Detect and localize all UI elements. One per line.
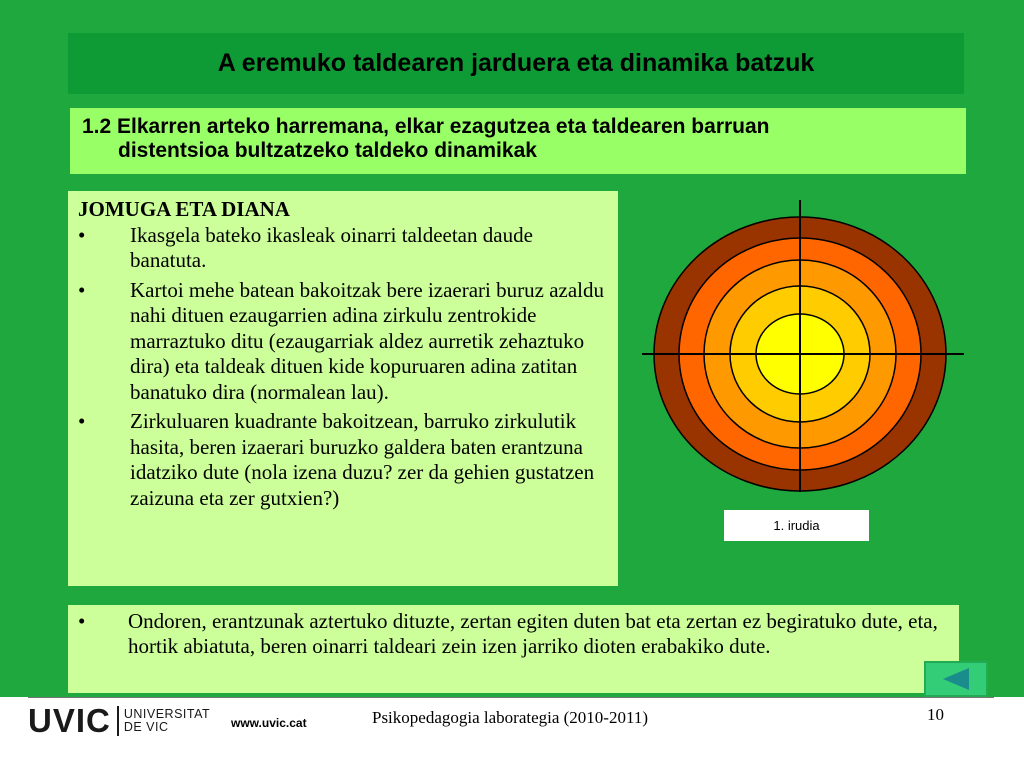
logo-mark: UVIC: [28, 702, 111, 739]
figure-caption-text: 1. irudia: [773, 518, 820, 533]
conclusion-box: [68, 605, 959, 693]
bullet-dot: •: [78, 222, 86, 247]
target-diagram: [640, 198, 966, 494]
bullet-item: [78, 278, 608, 406]
footer-divider: [28, 697, 994, 698]
slide-title: [68, 33, 964, 94]
bullet-item: [78, 223, 608, 274]
figure-caption: [724, 510, 869, 541]
bullet-item: [78, 409, 608, 511]
activity-heading: JOMUGA ETA DIANA: [78, 197, 290, 221]
triangle-left-icon: [941, 667, 971, 691]
bullet-item: [78, 609, 949, 659]
activity-description: [68, 191, 618, 586]
logo-wordmark: [124, 708, 210, 734]
uvic-logo: [28, 702, 211, 739]
logo-line-2: DE VIC: [123, 720, 169, 734]
subtitle-line-1: 1.2 Elkarren arteko harremana, elkar ezagutzea eta taldearen barruan: [82, 115, 770, 138]
back-button[interactable]: [924, 661, 988, 697]
bullet-text: Kartoi mehe batean bakoitzak bere izaerari buruz azaldu nahi dituen ezaugarrien adina zirkulu zentrokide marraztuko ditu (ezaugarriak aldez aurretik zehaztuko dira) eta taldeak dituen kide kopuruaren adina zatitan banatuko dira (normalean lau).: [130, 277, 604, 404]
page-number: 10: [927, 705, 944, 724]
subtitle-line-2: distentsioa bultzatzeko taldeko dinamikak: [118, 139, 537, 162]
footer-course-title: Psikopedagogia laborategia (2010-2011): [371, 708, 649, 727]
section-subtitle: [70, 108, 966, 174]
bullet-text: Ondoren, erantzunak aztertuko dituzte, zertan egiten duten bat eta zertan ez begiratuko dute, eta, hortik abiatuta, beren oinarri taldeari zein izen jarriko dioten erabakiko dute.: [128, 609, 938, 658]
bullet-dot: •: [78, 409, 86, 433]
bullet-dot: •: [78, 277, 86, 302]
logo-line-1: UNIVERSITAT: [123, 707, 211, 721]
bullet-dot: •: [78, 609, 86, 633]
slide-title-text: A eremuko taldearen jarduera eta dinamika batzuk: [217, 49, 815, 77]
bullet-text: Zirkuluaren kuadrante bakoitzean, barruko zirkulutik hasita, beren izaerari buruzko galdera baten erantzuna idatziko dute (nola izena duzu? zer da gehien gustatzen zaizuna eta zer gutxien?): [130, 409, 595, 510]
bullet-text: Ikasgela bateko ikasleak oinarri taldeetan daude banatuta.: [130, 222, 533, 272]
website-link[interactable]: www.uvic.cat: [231, 716, 307, 730]
logo-divider: [117, 706, 119, 736]
